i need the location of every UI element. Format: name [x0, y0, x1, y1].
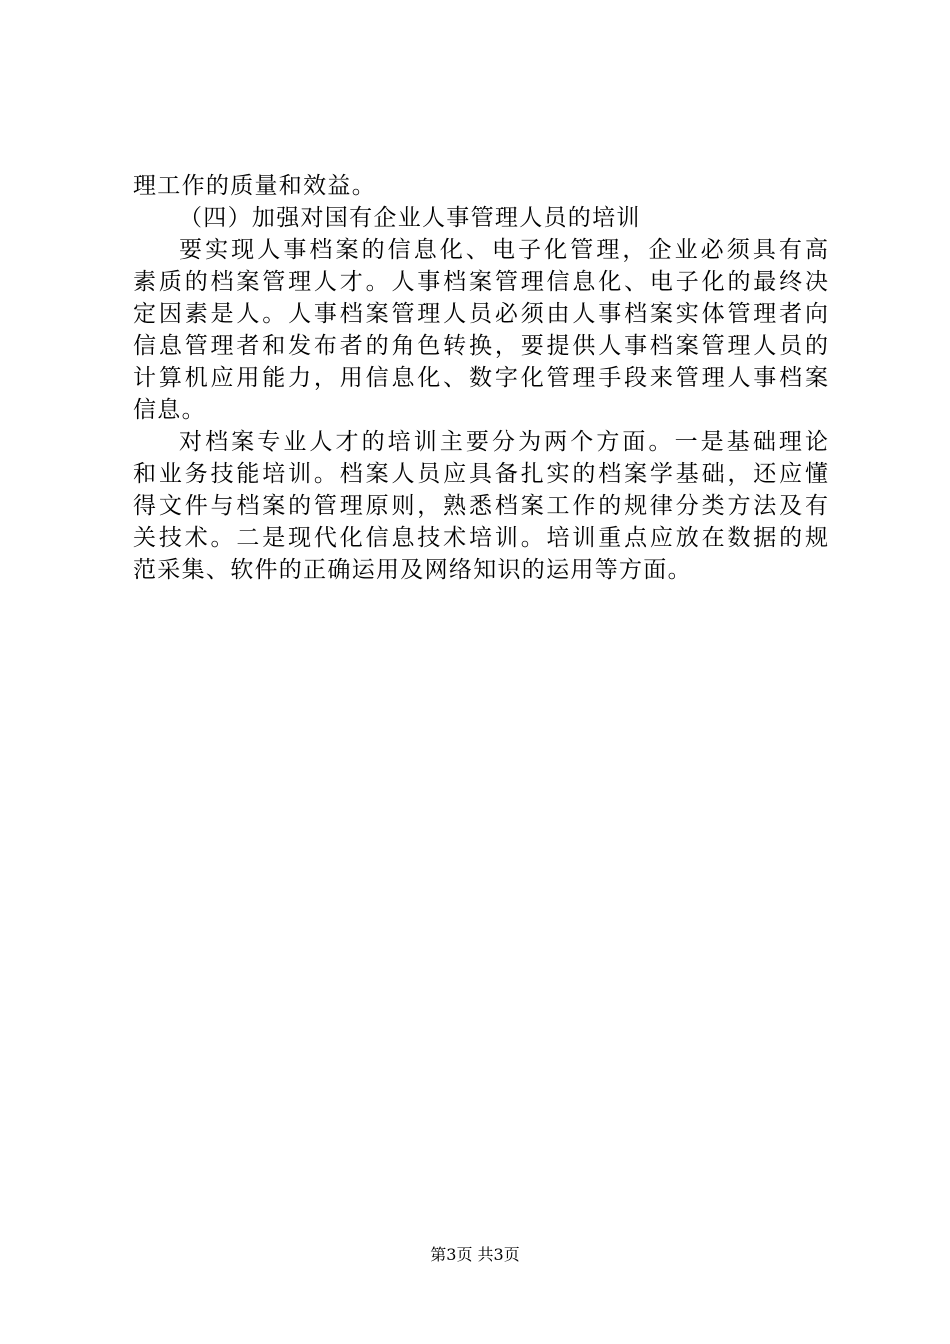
text-line: 素质的档案管理人才。人事档案管理信息化、电子化的最终决: [133, 269, 828, 295]
document-body: [133, 170, 828, 586]
text-line: 关技术。二是现代化信息技术培训。培训重点应放在数据的规: [133, 525, 828, 551]
text-line: 和业务技能培训。档案人员应具备扎实的档案学基础，还应懂: [133, 461, 828, 487]
text-line: 要实现人事档案的信息化、电子化管理，企业必须具有高: [179, 237, 828, 263]
text-line: 信息。: [133, 397, 206, 423]
text-line: 对档案专业人才的培训主要分为两个方面。一是基础理论: [179, 429, 828, 455]
text-line: 信息管理者和发布者的角色转换，要提供人事档案管理人员的: [133, 333, 828, 359]
text-line: 范采集、软件的正确运用及网络知识的运用等方面。: [133, 557, 692, 583]
text-line: 定因素是人。人事档案管理人员必须由人事档案实体管理者向: [133, 301, 828, 327]
text-line: 得文件与档案的管理原则，熟悉档案工作的规律分类方法及有: [133, 493, 828, 519]
text-line: 理工作的质量和效益。: [133, 173, 376, 199]
text-line: 计算机应用能力，用信息化、数字化管理手段来管理人事档案: [133, 365, 828, 391]
page-number-footer: 第3页 共3页: [430, 1245, 520, 1264]
section-heading: （四）加强对国有企业人事管理人员的培训: [179, 205, 641, 231]
